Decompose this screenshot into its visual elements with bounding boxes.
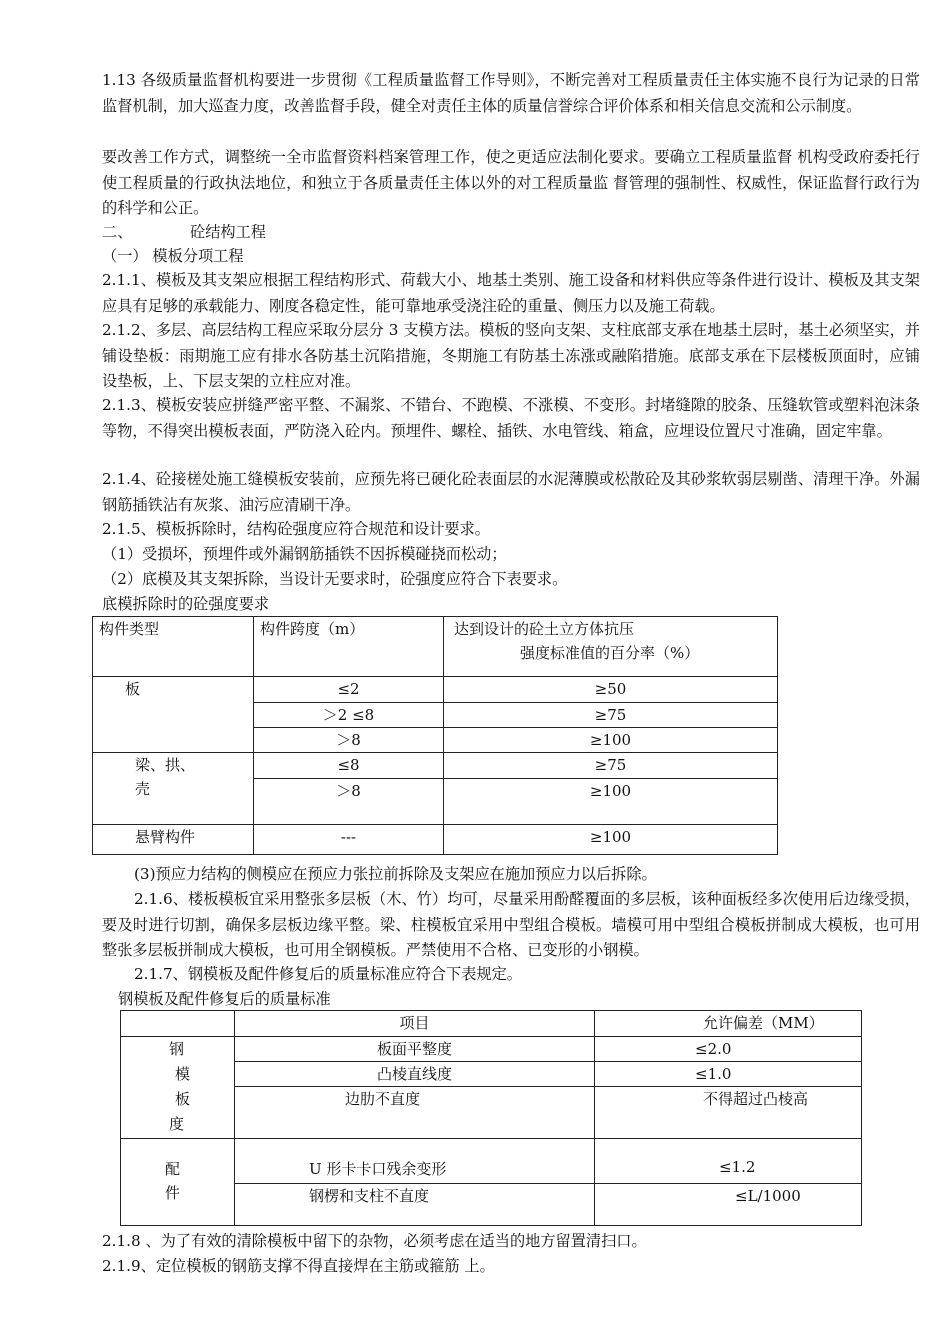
formwork-removal-table [92, 616, 778, 855]
table-cell: 不得超过凸棱高 [595, 1087, 862, 1139]
clause-2-1-5: 2.1.5、模板拆除时，结构砼强度应符合规范和设计要求。 [102, 520, 490, 538]
table-cell: ＞2 ≤8 [254, 703, 444, 728]
table-row [121, 1139, 862, 1184]
table-cell: 凸棱直线度 [235, 1062, 595, 1087]
table-cell: 边肋不直度 [235, 1087, 595, 1139]
section-title: 砼结构工程 [190, 223, 266, 241]
table-cell: ＞8 [254, 779, 444, 825]
clause-2-1-9: 2.1.9、定位模板的钢筋支撑不得直接焊在主筋或箍筋 上。 [102, 1257, 495, 1275]
table-header-cell: 项目 [235, 1011, 595, 1037]
section-heading-2 [102, 220, 266, 244]
table-cell: ≥50 [444, 677, 778, 703]
item-1: （1）受损坏，预埋件或外漏钢筋插铁不因拆模碰挠而松动； [102, 545, 507, 563]
table-cell: ≤2 [254, 677, 444, 703]
table-cell: ≥100 [444, 779, 778, 825]
clause-2-1-7: 2.1.7、钢模板及配件修复后的质量标准应符合下表规定。 [134, 965, 522, 983]
paragraph-1-13: 1.13 各级质量监督机构要进一步贯彻《工程质量监督工作导则》，不断完善对工程质量责任主体实施不良行为记录的日常监督机制，加大巡查力度，改善监督手段，健全对责任主体的质量信誉综合评价体系和相关信息交流和公示制度。 [102, 71, 920, 115]
table-row [93, 677, 778, 703]
table-cell: 板 [93, 677, 254, 753]
subsection-heading: （一） 模板分项工程 [102, 247, 244, 265]
table-header-row [121, 1011, 862, 1037]
paragraph-work-method: 要改善工作方式，调整统一全市监督资料档案管理工作，使之更适应法制化要求。要确立工程质量监督 机构受政府委托行使工程质量的行政执法地位，和独立于各质量责任主体以外的对工程质量监 督管理的强制性、权威性，保证监督行政行为的科学和公正。 [102, 148, 920, 217]
clause-2-1-8: 2.1.8 、为了有效的清除模板中留下的杂物，必须考虑在适当的地方留置清扫口。 [102, 1232, 647, 1250]
table-cell: 梁、拱、 壳 [93, 753, 254, 825]
table2-caption: 钢模板及配件修复后的质量标准 [118, 990, 331, 1008]
clause-2-1-2: 2.1.2、多层、高层结构工程应采取分层分 3 支模方法。模板的竖向支架、支柱底部支承在地基土层时，基土必须坚实，并铺设垫板：雨期施工应有排水各防基土沉陷措施，冬期施工有防基土冻涨或融陷措施。底部支承在下层楼板顶面时，应铺设垫板，上、下层支架的立柱应对准。 [102, 321, 920, 390]
table-cell: 配 件 [121, 1139, 235, 1226]
table-cell: ≥75 [444, 703, 778, 728]
table-cell: ≥100 [444, 825, 778, 855]
table-header-cell: 达到设计的砼土立方体抗压 强度标准值的百分率（%） [444, 617, 778, 677]
table-cell: 悬臂构件 [93, 825, 254, 855]
table-cell: ≥75 [444, 753, 778, 779]
clause-2-1-3: 2.1.3、模板安装应拼缝严密平整、不漏浆、不错台、不跑模、不涨模、不变形。封堵缝隙的胶条、压缝软管或塑料泡沫条等物，不得突出模板表面，严防浇入砼内。预埋件、螺栓、插铁、水电管线、箱盒，应埋设位置尺寸准确，固定牢靠。 [102, 396, 920, 440]
table-cell: 钢 模 板 度 [121, 1037, 235, 1139]
section-number: 二、 [102, 223, 133, 241]
steel-formwork-table [120, 1010, 862, 1226]
table-cell: ≤2.0 [595, 1037, 862, 1062]
table-row [93, 825, 778, 855]
table1-caption: 底模拆除时的砼强度要求 [102, 595, 270, 613]
table-cell: ＞8 [254, 728, 444, 753]
table-cell: ≤1.2 [595, 1139, 862, 1184]
table-header-row [93, 617, 778, 677]
table-cell: ≤1.0 [595, 1062, 862, 1087]
table-header-cell: 构件类型 [93, 617, 254, 677]
item-3: (3)预应力结构的侧模应在预应力张拉前拆除及支架应在施加预应力以后拆除。 [134, 865, 657, 883]
table-row [121, 1037, 862, 1062]
table-cell: ≥100 [444, 728, 778, 753]
clause-2-1-4: 2.1.4、砼接槎处施工缝模板安装前，应预先将已硬化砼表面层的水泥薄膜或松散砼及其砂浆软弱层剔凿、清理干净。外漏钢筋插铁沾有灰浆、油污应清刷干净。 [102, 470, 920, 514]
table-header-cell: 构件跨度（m） [254, 617, 444, 677]
table-header-cell: 允许偏差（MM） [595, 1011, 862, 1037]
table-row [93, 753, 778, 779]
clause-2-1-1: 2.1.1、模板及其支架应根据工程结构形式、荷载大小、地基土类别、施工设备和材料供应等条件进行设计、模板及其支架应具有足够的承载能力、刚度各稳定性，能可靠地承受浇注砼的重量、侧压力以及施工荷载。 [102, 271, 920, 315]
table-cell: 板面平整度 [235, 1037, 595, 1062]
table-cell: 钢楞和支柱不直度 [235, 1184, 595, 1226]
table-cell: U 形卡卡口残余变形 [235, 1139, 595, 1184]
clause-2-1-6: 2.1.6、楼板模板宜采用整张多层板（木、竹）均可，尽量采用酚醛覆面的多层板，该种面板经多次使用后边缘受损，要及时进行切割，确保多层板边缘平整。梁、柱模板宜采用中型组合模板。墙模可用中型组合模板拼制成大模板，也可用整张多层板拼制成大模板，也可用全钢模板。严禁使用不合格、已变形的小钢模。 [102, 890, 920, 959]
table-cell: ≤L/1000 [595, 1184, 862, 1226]
item-2: （2）底模及其支架拆除，当设计无要求时，砼强度应符合下表要求。 [102, 570, 568, 588]
table-cell: ≤8 [254, 753, 444, 779]
table-cell: --- [254, 825, 444, 855]
